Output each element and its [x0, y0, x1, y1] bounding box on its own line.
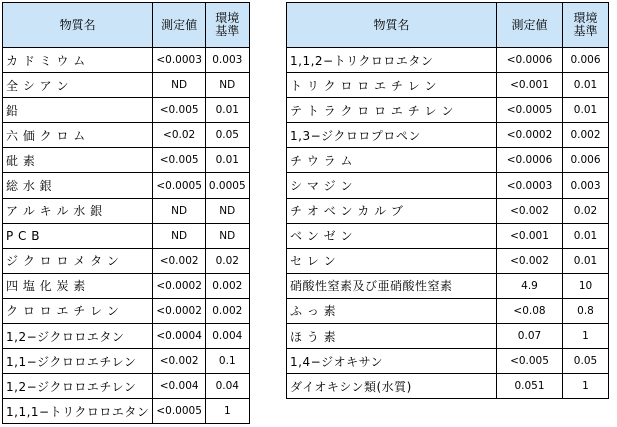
table-row	[287, 98, 609, 123]
header-row	[3, 3, 250, 48]
substance-name-cell: ク ロ ロ エ チ レ ン	[3, 298, 153, 323]
table-row	[3, 73, 250, 98]
right-results-table	[286, 2, 609, 399]
table-row	[287, 73, 609, 98]
measured-value-cell: <0.002	[497, 248, 563, 273]
header-environmental-standard	[563, 3, 609, 48]
substance-name-cell: ジ ク ロ ロ メ タ ン	[3, 248, 153, 273]
table-row	[287, 298, 609, 323]
environmental-standard-cell: 0.006	[563, 148, 609, 173]
table-row	[3, 173, 250, 198]
environmental-standard-cell: 0.05	[563, 349, 609, 374]
substance-name-cell: 硝酸性窒素及び亜硝酸性窒素	[287, 273, 497, 298]
environmental-standard-cell: 0.01	[563, 223, 609, 248]
measured-value-cell: <0.0005	[153, 173, 206, 198]
table-row	[287, 48, 609, 73]
table-row	[3, 148, 250, 173]
environmental-standard-cell: 0.004	[205, 324, 249, 349]
environmental-standard-cell: 0.1	[205, 349, 249, 374]
substance-name-cell: 1,1−ジクロロエチレン	[3, 349, 153, 374]
left-results-table	[2, 2, 250, 424]
substance-name-cell: 全 シ ア ン	[3, 73, 153, 98]
substance-name-cell: 1,2−ジクロロエチレン	[3, 374, 153, 399]
table-row	[3, 273, 250, 298]
substance-name-cell: チ ウ ラ ム	[287, 148, 497, 173]
environmental-standard-cell: 0.01	[205, 98, 249, 123]
header-standard-line1: 環境	[215, 11, 240, 25]
measured-value-cell: <0.0002	[497, 123, 563, 148]
measured-value-cell: <0.001	[497, 73, 563, 98]
substance-name-cell: ダイオキシン類(水質)	[287, 374, 497, 399]
environmental-standard-cell: 0.002	[205, 298, 249, 323]
table-row	[287, 173, 609, 198]
substance-name-cell: カ ド ミ ウ ム	[3, 48, 153, 73]
measured-value-cell: <0.002	[497, 198, 563, 223]
header-measured-value: 測定値	[497, 3, 563, 48]
header-measured-value: 測定値	[153, 3, 206, 48]
environmental-standard-cell: 0.05	[205, 123, 249, 148]
measured-value-cell: <0.0006	[497, 148, 563, 173]
measured-value-cell: <0.002	[153, 248, 206, 273]
measured-value-cell: <0.0006	[497, 48, 563, 73]
measured-value-cell: 0.051	[497, 374, 563, 399]
measured-value-cell: <0.0003	[497, 173, 563, 198]
substance-name-cell: 砒 素	[3, 148, 153, 173]
substance-name-cell: チ オ ベ ン カ ル ブ	[287, 198, 497, 223]
measured-value-cell: ND	[153, 223, 206, 248]
table-row	[287, 349, 609, 374]
header-standard-line1: 環境	[573, 11, 598, 25]
environmental-standard-cell: 1	[563, 374, 609, 399]
substance-name-cell: テ ト ラ ク ロ ロ エ チ レ ン	[287, 98, 497, 123]
table-row	[3, 123, 250, 148]
environmental-standard-cell: 0.01	[563, 98, 609, 123]
table-row	[3, 349, 250, 374]
substance-name-cell: セ レ ン	[287, 248, 497, 273]
table-row	[3, 298, 250, 323]
table-row	[3, 399, 250, 424]
environmental-standard-cell: 0.006	[563, 48, 609, 73]
header-standard-line2: 基準	[215, 24, 240, 38]
substance-name-cell: ふ っ 素	[287, 298, 497, 323]
measured-value-cell: <0.0004	[153, 324, 206, 349]
environmental-standard-cell: 1	[563, 324, 609, 349]
environmental-standard-cell: 0.01	[205, 148, 249, 173]
environmental-standard-cell: ND	[205, 198, 249, 223]
environmental-standard-cell: 0.0005	[205, 173, 249, 198]
environmental-standard-cell: ND	[205, 73, 249, 98]
substance-name-cell: シ マ ジ ン	[287, 173, 497, 198]
substance-name-cell: ベ ン ゼ ン	[287, 223, 497, 248]
measured-value-cell: <0.0005	[153, 399, 206, 424]
measured-value-cell: ND	[153, 73, 206, 98]
substance-name-cell: 総 水 銀	[3, 173, 153, 198]
measured-value-cell: <0.005	[153, 148, 206, 173]
right-table-body	[287, 48, 609, 399]
substance-name-cell: 鉛	[3, 98, 153, 123]
table-row	[287, 273, 609, 298]
measured-value-cell: <0.0003	[153, 48, 206, 73]
table-row	[287, 223, 609, 248]
substance-name-cell: 1,1,2−トリクロロエタン	[287, 48, 497, 73]
substance-name-cell: 1,4−ジオキサン	[287, 349, 497, 374]
measured-value-cell: <0.0002	[153, 273, 206, 298]
substance-name-cell: ト リ ク ロ ロ エ チ レ ン	[287, 73, 497, 98]
environmental-standard-cell: 1	[205, 399, 249, 424]
environmental-standard-cell: 0.01	[563, 73, 609, 98]
substance-name-cell: 1,1,1−トリクロロエタン	[3, 399, 153, 424]
measured-value-cell: <0.001	[497, 223, 563, 248]
measured-value-cell: <0.002	[153, 349, 206, 374]
substance-name-cell: 1,3−ジクロロプロペン	[287, 123, 497, 148]
header-substance-name: 物質名	[287, 3, 497, 48]
table-row	[3, 48, 250, 73]
environmental-standard-cell: ND	[205, 223, 249, 248]
table-row	[3, 223, 250, 248]
measured-value-cell: ND	[153, 198, 206, 223]
environmental-standard-cell: 0.02	[563, 198, 609, 223]
left-table-body	[3, 48, 250, 424]
measured-value-cell: <0.005	[497, 349, 563, 374]
environmental-standard-cell: 10	[563, 273, 609, 298]
table-row	[287, 148, 609, 173]
environmental-standard-cell: 0.002	[205, 273, 249, 298]
substance-name-cell: 1,2−ジクロロエタン	[3, 324, 153, 349]
measured-value-cell: 4.9	[497, 273, 563, 298]
table-row	[287, 374, 609, 399]
substance-name-cell: P C B	[3, 223, 153, 248]
environmental-standard-cell: 0.003	[205, 48, 249, 73]
environmental-standard-cell: 0.002	[563, 123, 609, 148]
measured-value-cell: <0.0002	[153, 298, 206, 323]
measured-value-cell: <0.0005	[497, 98, 563, 123]
measured-value-cell: <0.005	[153, 98, 206, 123]
table-row	[287, 248, 609, 273]
header-standard-line2: 基準	[573, 24, 598, 38]
table-row	[287, 123, 609, 148]
table-row	[287, 324, 609, 349]
environmental-standard-cell: 0.04	[205, 374, 249, 399]
environmental-standard-cell: 0.02	[205, 248, 249, 273]
environmental-standard-cell: 0.8	[563, 298, 609, 323]
environmental-standard-cell: 0.003	[563, 173, 609, 198]
table-row	[3, 198, 250, 223]
header-environmental-standard	[205, 3, 249, 48]
table-row	[3, 248, 250, 273]
substance-name-cell: 四 塩 化 炭 素	[3, 273, 153, 298]
measured-value-cell: <0.02	[153, 123, 206, 148]
table-row	[3, 374, 250, 399]
table-row	[3, 98, 250, 123]
measured-value-cell: 0.07	[497, 324, 563, 349]
measured-value-cell: <0.08	[497, 298, 563, 323]
substance-name-cell: 六 価 ク ロ ム	[3, 123, 153, 148]
measured-value-cell: <0.004	[153, 374, 206, 399]
header-substance-name: 物質名	[3, 3, 153, 48]
environmental-standard-cell: 0.01	[563, 248, 609, 273]
substance-name-cell: ア ル キ ル 水 銀	[3, 198, 153, 223]
substance-name-cell: ほ う 素	[287, 324, 497, 349]
header-row	[287, 3, 609, 48]
table-row	[287, 198, 609, 223]
table-row	[3, 324, 250, 349]
